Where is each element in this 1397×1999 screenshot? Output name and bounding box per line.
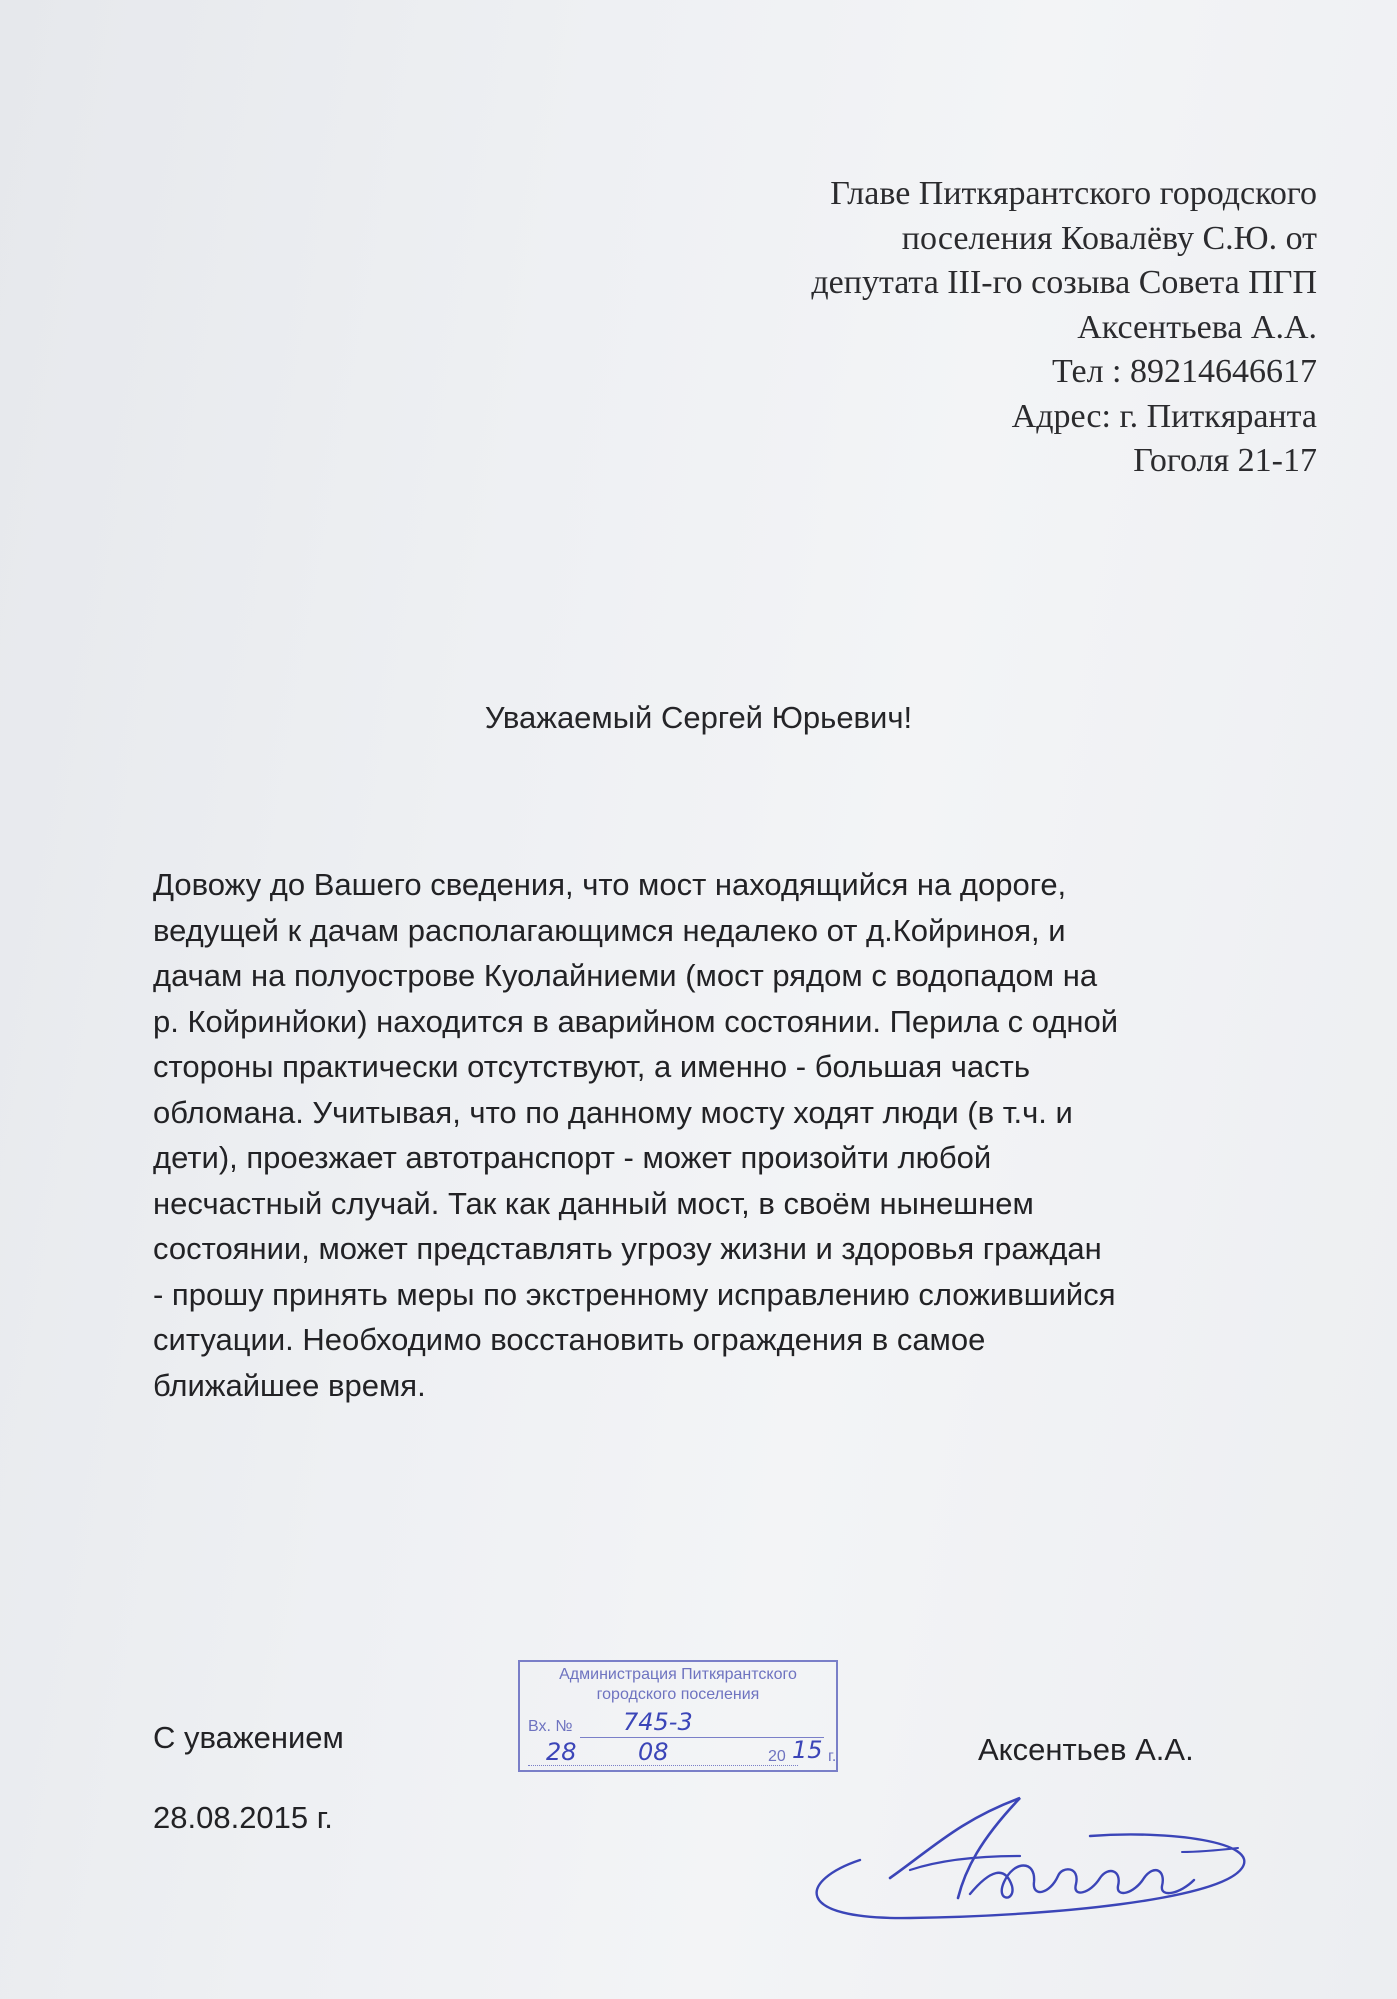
addressee-line-4: Аксентьева А.А.: [1077, 308, 1317, 346]
signer-name: Аксентьев А.А.: [978, 1732, 1194, 1767]
stamp-year-suffix: 15: [792, 1736, 823, 1764]
handwritten-signature: [790, 1790, 1270, 1925]
letter-body: [153, 862, 1318, 1408]
letter-date: 28.08.2015 г.: [153, 1800, 333, 1835]
addressee-line-3: депутата III-го созыва Совета ПГП: [811, 264, 1317, 301]
salutation: Уважаемый Сергей Юрьевич!: [484, 700, 913, 735]
body-line: стороны практически отсутствуют, а именно - большая часть: [153, 1049, 1031, 1084]
body-line: дачам на полуострове Куолайниеми (мост рядом с водопадом на: [153, 958, 1098, 993]
registration-stamp: [518, 1660, 838, 1772]
body-line: ближайшее время.: [153, 1367, 426, 1403]
body-line: ведущей к дачам располагающимся недалеко от д.Койриноя, и: [153, 912, 1066, 948]
stamp-org-line-2: городского поселения: [596, 1686, 760, 1703]
body-line: состоянии, может представлять угрозу жизни и здоровья граждан: [153, 1231, 1102, 1266]
body-line: - прошу принять меры по экстренному исправлению сложившийся: [153, 1276, 1116, 1312]
addressee-line-5: Тел : 89214646617: [1052, 353, 1317, 390]
addressee-line-6: Адрес: г. Питкяранта: [1011, 397, 1317, 435]
stamp-date-row: [528, 1736, 837, 1768]
addressee-block: [597, 172, 1317, 484]
body-line: ситуации. Необходимо восстановить ограждения в самое: [153, 1322, 986, 1357]
stamp-day: 28: [546, 1738, 577, 1766]
body-line: обломана. Учитывая, что по данному мосту ходят люди (в т.ч. и: [153, 1094, 1073, 1130]
body-line: дети), проезжает автотранспорт - может произойти любой: [153, 1140, 992, 1175]
closing: С уважением: [153, 1720, 344, 1755]
stamp-org-line-1: Администрация Питкярантского: [559, 1666, 797, 1683]
stamp-incoming-row: [528, 1708, 828, 1740]
body-line: несчастный случай. Так как данный мост, в своём нынешнем: [153, 1185, 1034, 1221]
stamp-incoming-label: Вх. №: [528, 1718, 573, 1735]
stamp-month: 08: [638, 1738, 669, 1766]
addressee-line-1: Главе Питкярантского городского: [830, 175, 1317, 212]
stamp-year-unit: г.: [828, 1748, 837, 1765]
body-line: Довожу до Вашего сведения, что мост находящийся на дороге,: [153, 867, 1067, 902]
addressee-line-2: поселения Ковалёву С.Ю. от: [901, 219, 1317, 257]
body-line: р. Койринйоки) находится в аварийном состоянии. Перила с одной: [153, 1003, 1119, 1039]
addressee-line-7: Гоголя 21-17: [1133, 442, 1317, 479]
stamp-incoming-number: 745-3: [623, 1708, 693, 1736]
stamp-underline: [580, 1737, 824, 1738]
stamp-year-prefix: 20: [768, 1748, 786, 1765]
